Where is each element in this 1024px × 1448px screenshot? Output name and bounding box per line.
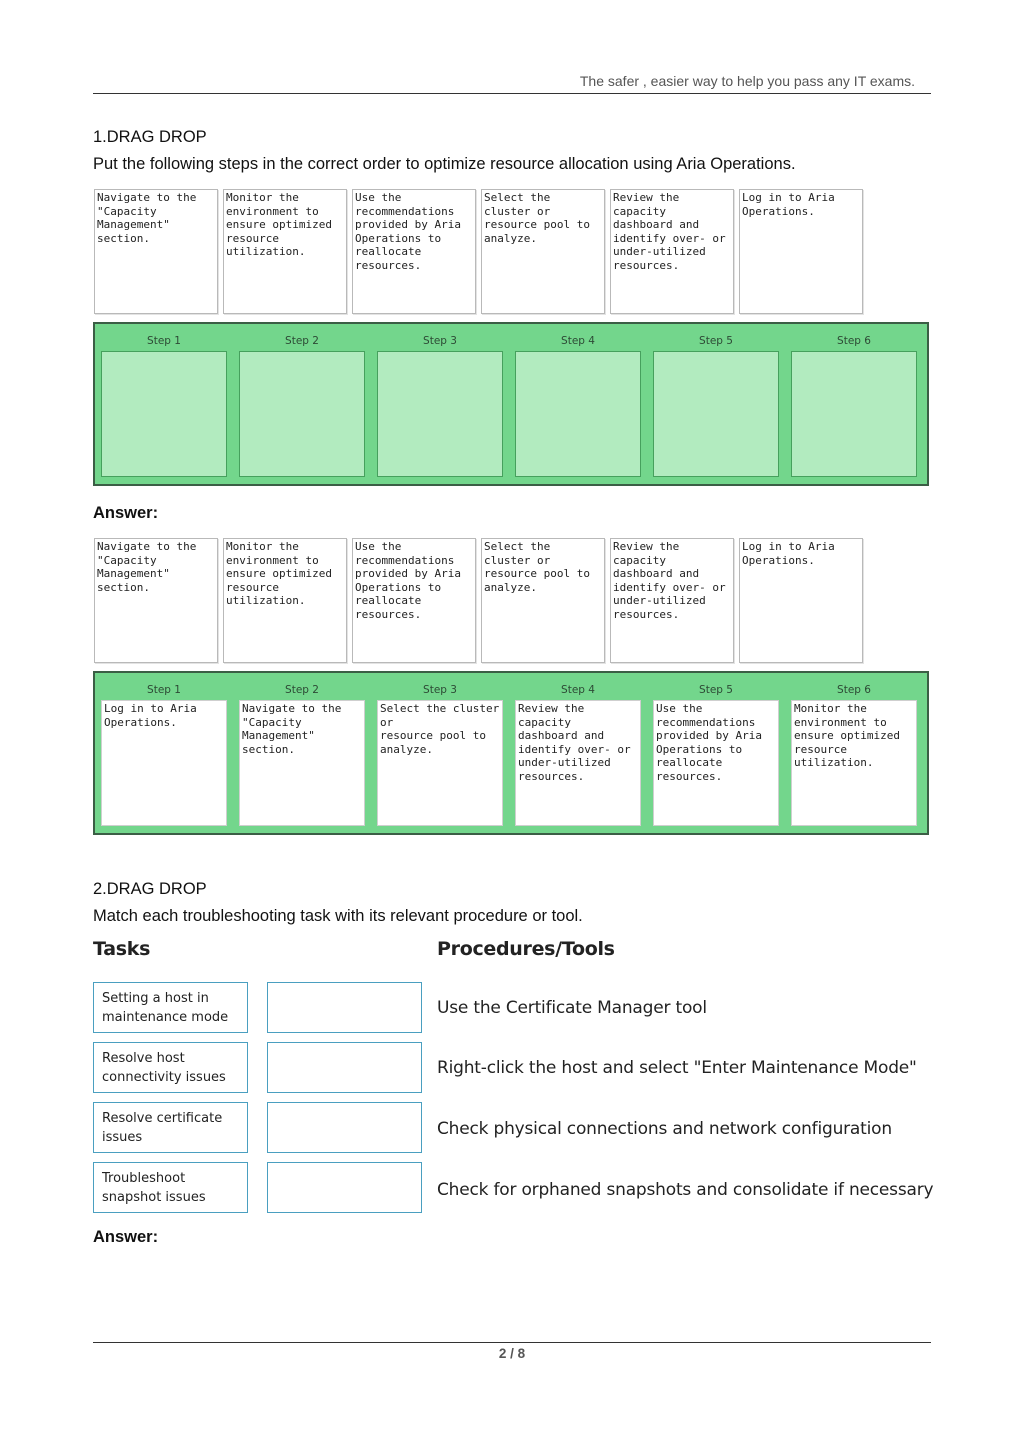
header-rule	[93, 93, 931, 94]
step-label: Step 6	[837, 684, 871, 696]
answer-step-card: Monitor the environment to ensure optimized resource utilization.	[791, 700, 917, 826]
q1-answer-source-cards	[94, 538, 872, 665]
header-tagline: The safer , easier way to help you pass any IT exams.	[579, 73, 915, 89]
step-label: Step 5	[699, 335, 733, 347]
tasks-heading: Tasks	[93, 938, 151, 960]
q1-step-board	[93, 322, 929, 486]
q1-source-cards	[94, 189, 872, 316]
answer-step-card: Review the capacity dashboard and identify over- or under-utilized resources.	[515, 700, 641, 826]
task-item[interactable]: Resolve certificate issues	[93, 1102, 248, 1153]
procedure-item: Check for orphaned snapshots and consolidate if necessary	[437, 1180, 934, 1200]
q1-prompt: Put the following steps in the correct order to optimize resource allocation using Aria Operations.	[93, 155, 796, 173]
answer-step-card: Select the cluster or resource pool to analyze.	[377, 700, 503, 826]
q1-answer-label: Answer:	[93, 504, 159, 522]
source-card[interactable]: Select the cluster or resource pool to analyze.	[481, 189, 605, 314]
procedure-item: Right-click the host and select "Enter Maintenance Mode"	[437, 1058, 917, 1078]
match-drop-slot[interactable]	[267, 1042, 422, 1093]
source-card: Review the capacity dashboard and identify over- or under-utilized resources.	[610, 538, 734, 663]
source-card: Select the cluster or resource pool to analyze.	[481, 538, 605, 663]
q1-answer-board	[93, 671, 929, 835]
step-label: Step 6	[837, 335, 871, 347]
answer-step-card: Use the recommendations provided by Aria Operations to reallocate resources.	[653, 700, 779, 826]
step-label: Step 3	[423, 335, 457, 347]
step-drop-slot[interactable]	[377, 351, 503, 477]
step-label: Step 1	[147, 684, 181, 696]
q2-prompt: Match each troubleshooting task with its relevant procedure or tool.	[93, 907, 583, 925]
source-card[interactable]: Review the capacity dashboard and identify over- or under-utilized resources.	[610, 189, 734, 314]
step-label: Step 2	[285, 335, 319, 347]
q1-title: 1.DRAG DROP	[93, 128, 207, 146]
step-label: Step 5	[699, 684, 733, 696]
source-card[interactable]: Use the recommendations provided by Aria Operations to reallocate resources.	[352, 189, 476, 314]
step-drop-slot[interactable]	[515, 351, 641, 477]
q2-title: 2.DRAG DROP	[93, 880, 207, 898]
source-card[interactable]: Navigate to the "Capacity Management" section.	[94, 189, 218, 314]
source-card[interactable]: Monitor the environment to ensure optimized resource utilization.	[223, 189, 347, 314]
procedures-heading: Procedures/Tools	[437, 938, 615, 960]
step-drop-slot[interactable]	[101, 351, 227, 477]
step-label: Step 3	[423, 684, 457, 696]
step-drop-slot[interactable]	[653, 351, 779, 477]
q2-answer-label: Answer:	[93, 1228, 159, 1246]
step-drop-slot[interactable]	[239, 351, 365, 477]
source-card: Use the recommendations provided by Aria Operations to reallocate resources.	[352, 538, 476, 663]
source-card[interactable]: Log in to Aria Operations.	[739, 189, 863, 314]
page-number: 2 / 8	[498, 1346, 526, 1361]
task-item[interactable]: Resolve host connectivity issues	[93, 1042, 248, 1093]
step-label: Step 4	[561, 684, 595, 696]
match-drop-slot[interactable]	[267, 982, 422, 1033]
step-label: Step 4	[561, 335, 595, 347]
step-label: Step 2	[285, 684, 319, 696]
source-card: Monitor the environment to ensure optimized resource utilization.	[223, 538, 347, 663]
procedure-item: Use the Certificate Manager tool	[437, 998, 707, 1018]
step-label: Step 1	[147, 335, 181, 347]
answer-step-card: Log in to Aria Operations.	[101, 700, 227, 826]
source-card: Log in to Aria Operations.	[739, 538, 863, 663]
procedure-item: Check physical connections and network configuration	[437, 1119, 892, 1139]
answer-step-card: Navigate to the "Capacity Management" section.	[239, 700, 365, 826]
match-drop-slot[interactable]	[267, 1162, 422, 1213]
task-item[interactable]: Setting a host in maintenance mode	[93, 982, 248, 1033]
footer-rule	[93, 1342, 931, 1343]
source-card: Navigate to the "Capacity Management" section.	[94, 538, 218, 663]
match-drop-slot[interactable]	[267, 1102, 422, 1153]
task-item[interactable]: Troubleshoot snapshot issues	[93, 1162, 248, 1213]
step-drop-slot[interactable]	[791, 351, 917, 477]
